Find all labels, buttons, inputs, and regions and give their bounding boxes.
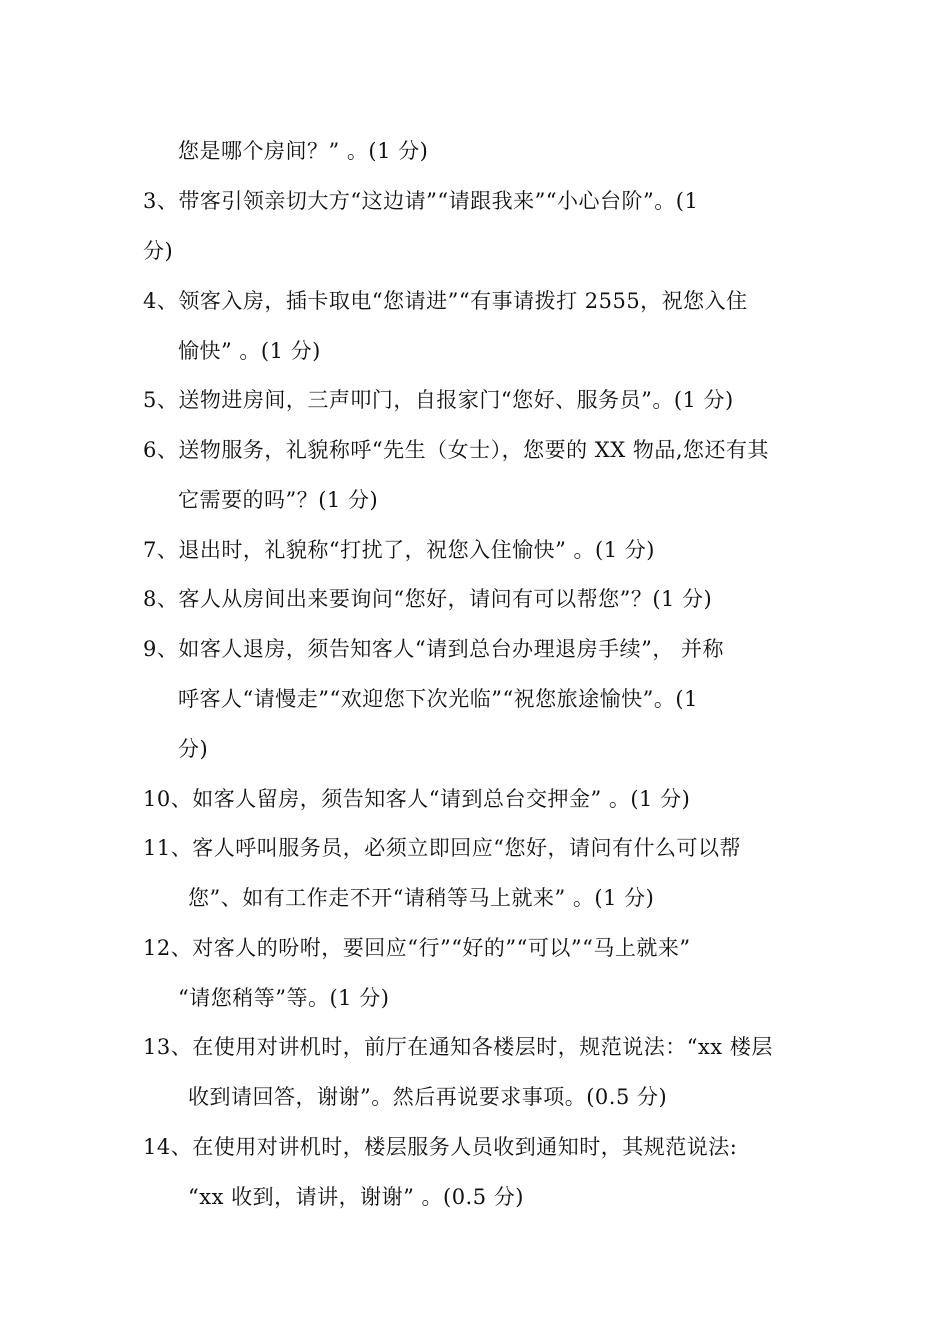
text-line: 11、客人呼叫服务员，必须立即回应“您好，请问有什么可以帮 xyxy=(143,836,741,860)
text-line: 4、领客入房，插卡取电“您请进”“有事请拨打 2555，祝您入住 xyxy=(143,289,748,313)
text-line: 它需要的吗”？(1 分) xyxy=(178,488,379,512)
text-line: 分) xyxy=(143,239,174,263)
text-line: 9、如客人退房，须告知客人“请到总台办理退房手续”， 并称 xyxy=(143,637,725,661)
text-line: 10、如客人留房，须告知客人“请到总台交押金” 。(1 分) xyxy=(143,787,691,811)
text-line: 呼客人“请慢走”“欢迎您下次光临”“祝您旅途愉快”。(1 xyxy=(178,687,698,711)
text-line: “xx 收到，请讲，谢谢” 。(0.5 分) xyxy=(188,1185,524,1209)
text-line: 14、在使用对讲机时，楼层服务人员收到通知时，其规范说法: xyxy=(143,1135,738,1159)
text-line: 您”、如有工作走不开“请稍等马上就来” 。(1 分) xyxy=(188,886,655,910)
text-line: 12、对客人的吩咐，要回应“行”“好的”“可以”“马上就来” xyxy=(143,936,691,960)
text-line: 6、送物服务，礼貌称呼“先生（女士），您要的 XX 物品,您还有其 xyxy=(143,438,770,462)
text-line: 收到请回答，谢谢”。然后再说要求事项。(0.5 分) xyxy=(188,1085,668,1109)
text-line: 分) xyxy=(178,737,209,761)
text-line: 3、带客引领亲切大方“这边请”“请跟我来”“小心台阶”。(1 xyxy=(143,189,699,213)
text-line: 13、在使用对讲机时，前厅在通知各楼层时，规范说法：“xx 楼层 xyxy=(143,1035,773,1059)
text-line: 5、送物进房间，三声叩门，自报家门“您好、服务员”。(1 分) xyxy=(143,388,734,412)
text-line: “请您稍等”等。(1 分) xyxy=(178,986,390,1010)
text-line: 7、退出时，礼貌称“打扰了，祝您入住愉快” 。(1 分) xyxy=(143,538,655,562)
text-line: 愉快” 。(1 分) xyxy=(178,339,321,363)
text-line: 8、客人从房间出来要询问“您好，请问有可以帮您”？(1 分) xyxy=(143,587,713,611)
text-line: 您是哪个房间？” 。(1 分) xyxy=(178,139,429,163)
